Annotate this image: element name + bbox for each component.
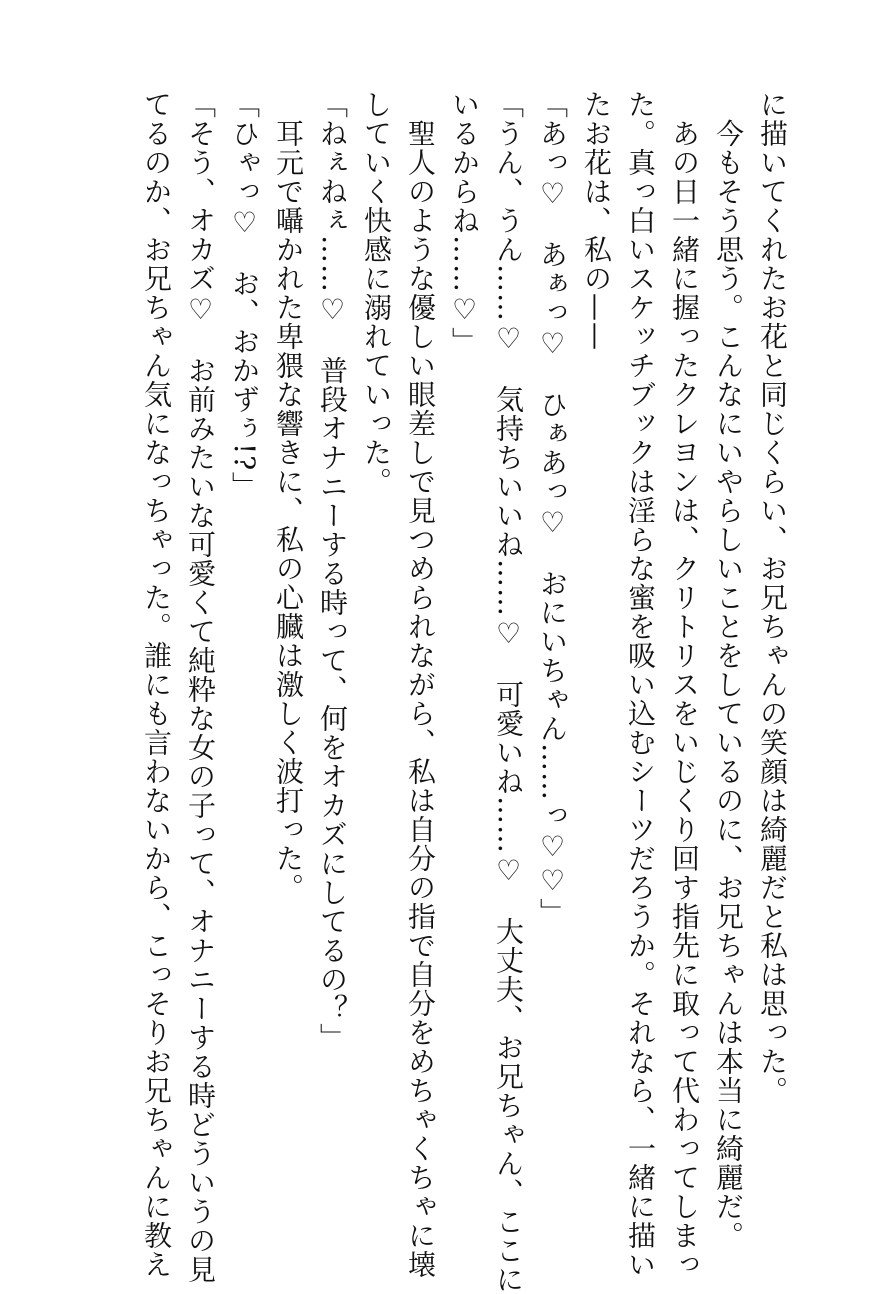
text-line: 「ねぇねぇ……♡ 普段オナニーする時って、何をオカズにしてるの？」	[316, 90, 349, 1052]
text-line: た。真っ白いスケッチブックは淫らな蜜を吸い込むシーツだろうか。それなら、一緒に描い	[624, 90, 657, 1279]
text-line: に描いてくれたお花と同じくらい、お兄ちゃんの笑顔は綺麗だと私は思った。	[756, 90, 789, 1105]
text-line: てるのか、お兄ちゃん気になっちゃった。誰にも言わないから、こっそりお兄ちゃんに教え	[140, 90, 173, 1279]
text-line: たお花は、私の——	[580, 90, 613, 351]
text-line: 耳元で囁かれた卑猥な響きに、私の心臓は激しく波打った。	[272, 90, 305, 902]
text-line: あの日一緒に握ったクレヨンは、クリトリスをいじくり回す指先に取って代わってしまっ	[668, 90, 701, 1279]
text-line: 「ひゃっ♡ お、おかずぅ!?」	[228, 90, 261, 501]
text-line: 今もそう思う。こんなにいやらしいことをしているのに、お兄ちゃんは本当に綺麗だ。	[712, 90, 745, 1250]
text-line: 「そう、オカズ♡ お前みたいな可愛くて純粋な女の子って、オナニーする時どういうの見	[184, 90, 217, 1284]
text-line: 「うん、うん……♡ 気持ちいいね……♡ 可愛いね……♡ 大丈夫、お兄ちゃん、ここに	[492, 90, 525, 1294]
text-line: 聖人のような優しい眼差しで見つめられながら、私は自分の指で自分をめちゃくちゃに壊	[404, 90, 437, 1279]
text-line: していく快感に溺れていった。	[360, 90, 393, 496]
text-line: いるからね……♡」	[448, 90, 481, 356]
text-line: 「あっ♡ あぁっ♡ ひぁあっ♡ おにいちゃん……っ♡♡」	[536, 90, 569, 927]
vertical-text-body	[74, 90, 794, 1294]
